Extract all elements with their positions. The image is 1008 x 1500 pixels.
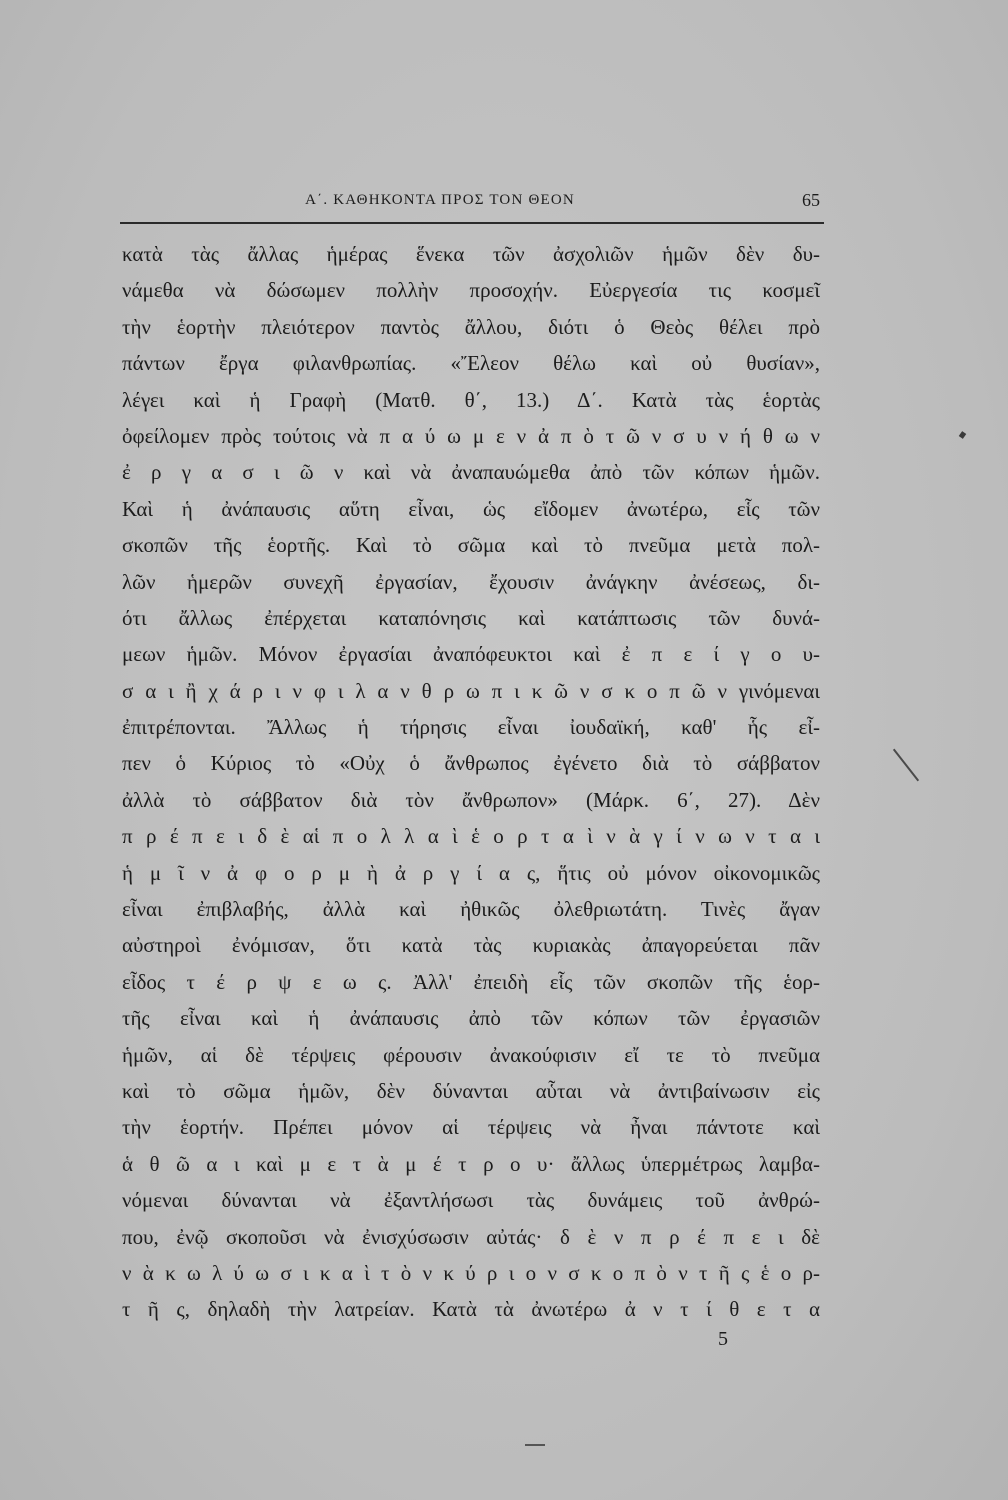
running-title: Α΄. ΚΑΘΗΚΟΝΤΑ ΠΡΟΣ ΤΟΝ ΘΕΟΝ xyxy=(305,192,575,208)
text-line: ἡ μ ῖ ν ἀ φ ο ρ μ ὴ ἀ ρ γ ί α ς, ἥτις οὐ μόνον οἰκονομικῶς xyxy=(122,860,820,885)
text-line: σ α ι ἢ χ ά ρ ι ν φ ι λ α ν θ ρ ω π ι κ ῶ ν σ κ ο π ῶ ν γινόμεναι xyxy=(122,678,820,703)
text-line: νάμεθα νὰ δώσωμεν πολλὴν προσοχήν. Εὐεργεσία τις κοσμεῖ xyxy=(122,278,820,303)
text-line: πεν ὁ Κύριος τὸ «Οὐχ ὁ ἄνθρωπος ἐγένετο διὰ τὸ σάββατον xyxy=(122,751,820,776)
text-line: τ ῆ ς, δηλαδὴ τὴν λατρείαν. Κατὰ τὰ ἀνωτέρω ἀ ν τ ί θ ε τ α xyxy=(122,1297,820,1322)
pencil-mark xyxy=(893,749,919,782)
text-line: ὀφείλομεν πρὸς τούτοις νὰ π α ύ ω μ ε ν ἀ π ὸ τ ῶ ν σ υ ν ή θ ω ν xyxy=(122,423,820,448)
text-line: Καὶ ἡ ἀνάπαυσις αὕτη εἶναι, ὡς εἴδομεν ἀνωτέρω, εἷς τῶν xyxy=(122,496,820,521)
text-line: λῶν ἡμερῶν συνεχῆ ἐργασίαν, ἔχουσιν ἀνάγκην ἀνέσεως, δι- xyxy=(122,569,820,594)
text-line: τὴν ἑορτήν. Πρέπει μόνον αἱ τέρψεις νὰ ἦναι πάντοτε καὶ xyxy=(122,1115,820,1140)
text-line: ἀλλὰ τὸ σάββατον διὰ τὸν ἄνθρωπον» (Μάρκ. 6΄, 27). Δὲν xyxy=(122,787,820,812)
text-line: λέγει καὶ ἡ Γραφὴ (Ματθ. θ΄, 13.) Δ΄. Κατὰ τὰς ἑορτὰς xyxy=(122,387,820,412)
text-line: ἐ ρ γ α σ ι ῶ ν καὶ νὰ ἀναπαυώμεθα ἀπὸ τῶν κόπων ἡμῶν. xyxy=(122,460,820,485)
text-line: αὐστηροὶ ἐνόμισαν, ὅτι κατὰ τὰς κυριακὰς ἀπαγορεύεται πᾶν xyxy=(122,933,820,958)
text-line: κατὰ τὰς ἄλλας ἡμέρας ἕνεκα τῶν ἀσχολιῶν ἡμῶν δὲν δυ- xyxy=(122,242,820,266)
body-text xyxy=(122,236,820,1328)
text-line: μεων ἡμῶν. Μόνον ἐργασίαι ἀναπόφευκτοι καὶ ἐ π ε ί γ ο υ- xyxy=(122,642,820,667)
text-line: νόμεναι δύνανται νὰ ἐξαντλήσωσι τὰς δυνάμεις τοῦ ἀνθρώ- xyxy=(122,1188,820,1213)
text-line: ἐπιτρέπονται. Ἄλλως ἡ τήρησις εἶναι ἰουδαϊκή, καθ' ἧς εἶ- xyxy=(122,715,820,740)
text-line: που, ἐνῷ σκοποῦσι νὰ ἐνισχύσωσιν αὐτάς· δ ὲ ν π ρ έ π ε ι δὲ xyxy=(122,1224,820,1249)
text-line: π ρ έ π ε ι δ ὲ αἱ π ο λ λ α ὶ ἑ ο ρ τ α ὶ ν ὰ γ ί ν ω ν τ α ι xyxy=(122,824,820,849)
text-line: ἁ θ ῶ α ι καὶ μ ε τ ὰ μ έ τ ρ ο υ· ἄλλως ὑπερμέτρως λαμβα- xyxy=(122,1151,820,1176)
header-rule xyxy=(120,222,824,224)
text-line: ἡμῶν, αἱ δὲ τέρψεις φέρουσιν ἀνακούφισιν εἴ τε τὸ πνεῦμα xyxy=(122,1042,820,1067)
ink-speck xyxy=(959,431,967,439)
text-line: εἶναι ἐπιβλαβής, ἀλλὰ καὶ ἠθικῶς ὀλεθριωτάτη. Τινὲς ἄγαν xyxy=(122,897,820,922)
text-line: εἶδος τ έ ρ ψ ε ω ς. Ἀλλ' ἐπειδὴ εἷς τῶν σκοπῶν τῆς ἑορ- xyxy=(122,969,820,994)
signature-mark: 5 xyxy=(718,1328,728,1350)
text-line: τῆς εἶναι καὶ ἡ ἀνάπαυσις ἀπὸ τῶν κόπων τῶν ἐργασιῶν xyxy=(122,1006,820,1031)
ink-dash xyxy=(525,1444,545,1446)
text-line: σκοπῶν τῆς ἑορτῆς. Καὶ τὸ σῶμα καὶ τὸ πνεῦμα μετὰ πολ- xyxy=(122,533,820,558)
text-line: ότι ἄλλως ἐπέρχεται καταπόνησις καὶ κατάπτωσις τῶν δυνά- xyxy=(122,605,820,630)
text-line: τὴν ἑορτὴν πλειότερον παντὸς ἄλλου, διότι ὁ Θεὸς θέλει πρὸ xyxy=(122,314,820,339)
page-number: 65 xyxy=(802,190,820,210)
running-head xyxy=(120,190,820,220)
text-line: πάντων ἔργα φιλανθρωπίας. «Ἔλεον θέλω καὶ οὐ θυσίαν», xyxy=(122,351,820,376)
text-line: καὶ τὸ σῶμα ἡμῶν, δὲν δύνανται αὗται νὰ ἀντιβαίνωσιν εἰς xyxy=(122,1078,820,1103)
text-line: ν ὰ κ ω λ ύ ω σ ι κ α ὶ τ ὸ ν κ ύ ρ ι ο ν σ κ ο π ὸ ν τ ῆ ς ἑ ο ρ- xyxy=(122,1260,820,1285)
